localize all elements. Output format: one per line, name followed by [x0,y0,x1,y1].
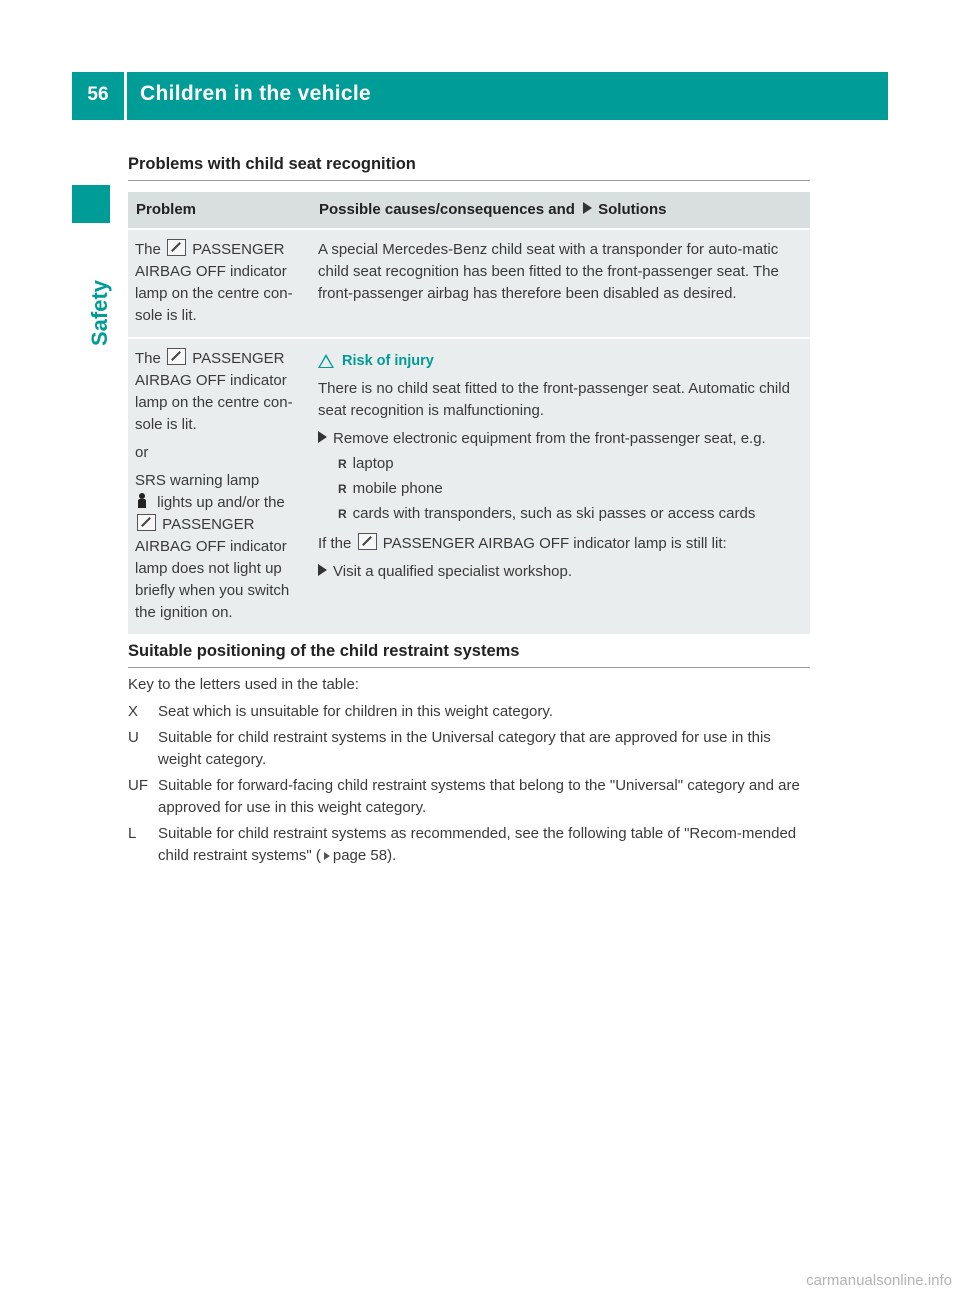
passenger-airbag-off-icon [167,239,186,256]
watermark: carmanualsonline.info [806,1272,952,1289]
section-title-problems: Problems with child seat recognition [128,155,810,181]
key-description: Suitable for forward-facing child restraint systems that belong to the "Universal" category and are approved for use in this weight category. [158,777,800,816]
problem-or: or [135,444,149,461]
problem-text-c: SRS warning lamp [135,472,260,489]
step-2 [318,561,804,583]
step-2-text: Visit a qualified specialist workshop. [333,563,573,580]
side-tab-label: Safety [87,279,112,347]
arrow-icon [318,564,327,576]
step-1-text: Remove electronic equipment from the front-passenger seat, e.g. [333,430,766,447]
column-header-problem: Problem [128,192,311,228]
table-header-row [128,192,810,228]
problem-text-a: The [135,350,161,367]
key-row [128,775,812,819]
key-description [158,823,812,867]
key-letter: L [128,825,137,842]
bullet-item: R laptop [338,453,804,475]
cause-text: There is no child seat fitted to the front-passenger seat. Automatic child seat recognition is malfunctioning. [318,380,790,419]
page-reference-link[interactable]: page 58). [332,847,397,864]
chapter-title: Children in the vehicle [140,82,371,105]
key-intro: Key to the letters used in the table: [128,676,359,693]
page-ref-arrow-icon [324,852,330,860]
section-title-positioning: Suitable positioning of the child restraint systems [128,642,810,668]
bullet-item: R mobile phone [338,478,804,500]
problem-cell [128,230,311,337]
key-description: Seat which is unsuitable for children in this weight category. [158,703,553,720]
solution-cell [311,339,810,634]
step-1 [318,428,804,450]
column-header-solutions-a: Possible causes/consequences and [319,201,575,218]
solution-cell [311,230,810,337]
srs-warning-lamp-icon [135,493,149,509]
problem-text-e: PASSENGER AIRBAG OFF indicator lamp does not light up briefly when you switch the ignition on. [135,516,290,621]
page-number: 56 [87,84,109,105]
warning-heading [318,350,804,372]
if-lit-text [318,533,804,555]
key-letter: UF [128,777,148,794]
column-header-solutions-b: Solutions [598,201,667,218]
key-row [128,823,812,867]
warning-text: Risk of injury [342,353,434,369]
passenger-airbag-off-icon [137,514,156,531]
problem-text-a: The [135,241,161,258]
key-description: Suitable for child restraint systems in the Universal category that are approved for use in this weight category. [158,729,771,768]
table-row [128,230,810,337]
table-row [128,339,810,634]
column-header-solutions [311,192,810,228]
key-row [128,701,812,723]
problem-cell [128,339,311,634]
passenger-airbag-off-icon [167,348,186,365]
key-letter: X [128,703,139,720]
bullet-item: R cards with transponders, such as ski passes or access cards [338,503,804,525]
solution-text: A special Mercedes-Benz child seat with a transponder for auto-matic child seat recognition has been fitted to the front-passenger seat. The front-passenger airbag has therefore been disabled as desired. [318,241,779,302]
troubleshooting-table [128,190,810,636]
side-tab-block [72,185,110,223]
passenger-airbag-off-icon [358,533,377,550]
problem-text-d: lights up and/or the [157,494,285,511]
arrow-icon [318,431,327,443]
arrow-icon [583,202,592,214]
warning-triangle-icon [318,354,334,368]
if-text-b: PASSENGER AIRBAG OFF indicator lamp is still lit: [382,535,727,552]
key-letter: U [128,729,139,746]
key-l-text-a: Suitable for child restraint systems as recommended, see the following table of "Recom-mended child restraint systems" ( [158,825,797,864]
header-divider [124,72,127,120]
problem-text-b: PASSENGER AIRBAG OFF indicator lamp on the centre con-sole is lit. [135,241,293,324]
key-row [128,727,812,771]
problem-text-b: PASSENGER AIRBAG OFF indicator lamp on the centre con-sole is lit. [135,350,293,433]
if-text-a: If the [318,535,352,552]
key-list [128,674,812,871]
